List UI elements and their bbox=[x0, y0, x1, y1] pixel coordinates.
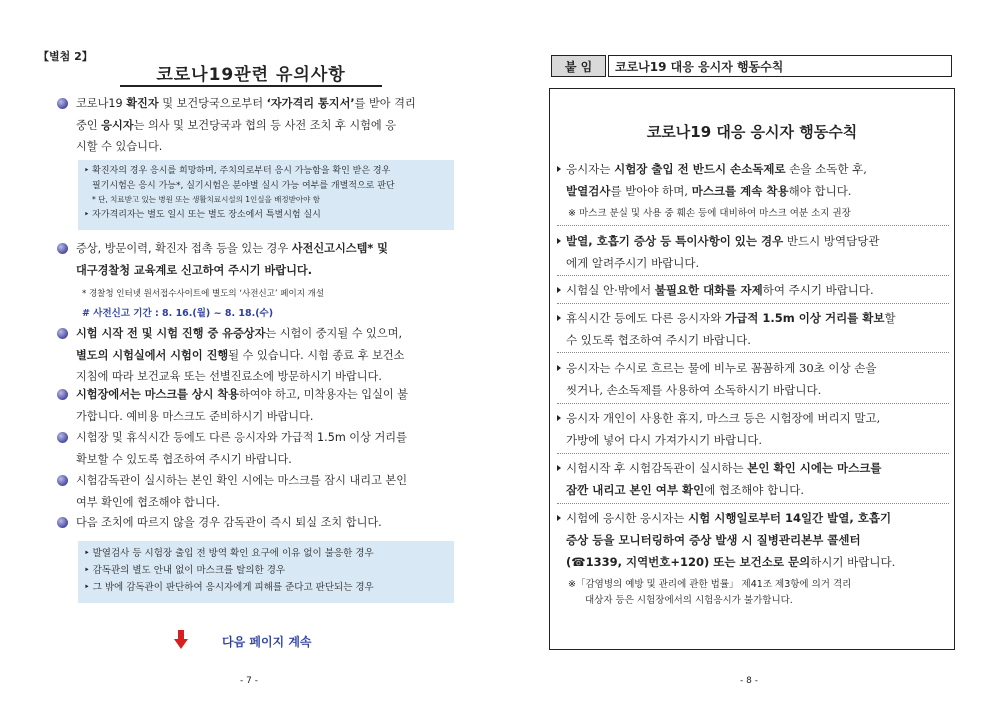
bold-text: 본인 확인 시에는 마스크를 bbox=[747, 461, 882, 475]
triangle-bullet-icon bbox=[557, 365, 561, 371]
text-segment: 응시자는 bbox=[566, 162, 615, 176]
rich-line bbox=[76, 492, 462, 514]
triangle-bullet-icon bbox=[557, 238, 561, 244]
text-segment: 손을 소독한 후, bbox=[785, 162, 867, 176]
rich-line bbox=[76, 260, 462, 282]
notice-line: ‣ 자가격리자는 별도 일시 또는 별도 장소에서 특별시험 실시 bbox=[84, 209, 321, 220]
rich-line bbox=[566, 379, 950, 401]
police-site-note: * 경찰청 인터넷 원서접수사이트에 별도의 ‘사전신고’ 페이지 개설 bbox=[82, 289, 325, 299]
dotted-separator bbox=[557, 453, 949, 454]
dotted-separator bbox=[557, 352, 949, 353]
title-underline bbox=[120, 85, 382, 87]
left-item-3 bbox=[62, 323, 462, 388]
bold-text: 증상 등을 모니터링하여 증상 발생 시 질병관리본부 콜센터 bbox=[566, 533, 861, 547]
text-segment: 증상, 방문이력, 확진자 접촉 등을 있는 경우 bbox=[76, 242, 292, 255]
code-of-conduct-title: 코로나19 대응 응시자 행동수칙 bbox=[646, 123, 858, 141]
bullet-icon bbox=[57, 432, 68, 443]
bold-text: 마스크를 계속 착용 bbox=[691, 184, 789, 198]
triangle-bullet-icon bbox=[557, 515, 561, 521]
right-item-6 bbox=[557, 407, 950, 451]
rich-line bbox=[76, 345, 462, 367]
rich-line bbox=[566, 529, 950, 551]
dotted-separator bbox=[557, 403, 949, 404]
rich-line bbox=[566, 329, 950, 351]
text-segment: 를 받아 격리 bbox=[354, 97, 416, 110]
text-segment: 는 의사 및 보건당국과 협의 등 사전 조치 후 시험에 응 bbox=[133, 118, 397, 132]
rich-line bbox=[566, 357, 950, 379]
text-segment: 다음 조치에 따르지 않을 경우 감독관이 즉시 퇴실 조치 합니다. bbox=[76, 516, 382, 529]
text-segment: 가합니다. 예비용 마스크도 준비하시기 바랍니다. bbox=[76, 409, 314, 423]
rich-line bbox=[76, 470, 462, 492]
bold-text: 불필요한 대화를 자제 bbox=[654, 283, 763, 297]
notice-line: ‣ 확진자의 경우 응시를 희망하며, 주치의로부터 응시 가능함을 확인 받은 경우 bbox=[84, 166, 391, 176]
right-item-4 bbox=[557, 307, 950, 351]
text-segment: 반드시 방역담당관 bbox=[783, 234, 880, 248]
rich-line bbox=[566, 457, 950, 479]
right-item-5 bbox=[557, 357, 950, 401]
bold-text: 사전신고시스템* 및 bbox=[291, 242, 388, 255]
rich-line bbox=[566, 307, 950, 329]
pre-report-period: # 사전신고 기간 : 8. 16.(월) ~ 8. 18.(수) bbox=[82, 308, 274, 319]
text-segment: 씻거나, 손소독제를 사용하여 소독하시기 바랍니다. bbox=[566, 383, 822, 397]
left-item-6 bbox=[62, 470, 462, 513]
left-item-5 bbox=[62, 427, 462, 470]
text-segment: 에 협조해야 합니다. bbox=[704, 483, 805, 497]
bold-text: 확진자 bbox=[126, 97, 159, 110]
rich-line bbox=[76, 449, 462, 471]
left-item-4 bbox=[62, 384, 462, 427]
text-segment: 시험실 안·밖에서 bbox=[566, 283, 655, 297]
bullet-icon bbox=[57, 243, 68, 254]
bold-text: 시험장에서는 마스크를 상시 착용 bbox=[76, 388, 239, 401]
rich-line bbox=[566, 180, 950, 202]
rich-line bbox=[76, 136, 462, 158]
bold-text: 시험 시작 전 및 시험 진행 중 유증상자 bbox=[76, 327, 266, 340]
bullet-icon bbox=[57, 389, 68, 400]
text-segment: 에게 알려주시기 바랍니다. bbox=[566, 256, 700, 270]
infection-law-note-cont: 대상자 등은 시험장에서의 시험응시가 불가합니다. bbox=[585, 595, 793, 606]
dotted-separator bbox=[557, 303, 949, 304]
condition-line: ‣ 감독관의 별도 안내 없이 마스크를 탈의한 경우 bbox=[84, 565, 286, 576]
condition-line: ‣ 그 밖에 감독관이 판단하여 응시자에게 피해를 준다고 판단되는 경우 bbox=[84, 582, 374, 593]
bold-text: 시험 시행일로부터 14일간 발열, 호흡기 bbox=[688, 511, 892, 525]
notice-line: 필기시험은 응시 가능*, 실기시험은 분야별 실시 가능 여부를 개별적으로 판단 bbox=[92, 180, 395, 191]
rich-line bbox=[566, 551, 950, 573]
notice-footnote: * 단, 치료받고 있는 병원 또는 생활치료시설의 1인실을 배정받아야 함 bbox=[92, 195, 320, 204]
dotted-separator bbox=[557, 225, 949, 226]
left-item-7 bbox=[62, 512, 462, 534]
rich-line bbox=[566, 158, 950, 180]
dotted-separator bbox=[557, 275, 949, 276]
text-segment: 지침에 따라 보건교육 또는 선별진료소에 방문하시기 바랍니다. bbox=[76, 370, 382, 383]
dotted-separator bbox=[557, 503, 949, 504]
infection-law-note: ※「감염병의 예방 및 관리에 관한 법률」 제41조 제3항에 의거 격리 bbox=[568, 579, 852, 590]
bold-text: 시험장 출입 전 반드시 손소독제로 bbox=[614, 162, 786, 176]
text-segment: 시험장 및 휴식시간 등에도 다른 응시자와 가급적 1.5m 이상 거리를 bbox=[76, 431, 407, 444]
bold-text: ‘자가격리 통지서’ bbox=[266, 97, 355, 110]
right-item-7 bbox=[557, 457, 950, 501]
bold-text: 대구경찰청 교육계로 신고하여 주시기 바랍니다. bbox=[76, 263, 312, 277]
rich-line bbox=[566, 507, 950, 529]
attachment-label: 【별첨 2】 bbox=[38, 50, 93, 63]
rich-line bbox=[566, 279, 950, 301]
rich-line bbox=[76, 323, 462, 345]
confirmed-patient-notice-box bbox=[78, 160, 454, 230]
bullet-icon bbox=[57, 475, 68, 486]
rich-line bbox=[566, 230, 950, 252]
left-item-1 bbox=[62, 93, 462, 158]
rich-line bbox=[76, 384, 462, 406]
page-number-right: - 8 - bbox=[740, 676, 758, 686]
rich-line bbox=[566, 429, 950, 451]
bold-text: 별도의 시험실에서 시험이 진행 bbox=[76, 348, 229, 362]
triangle-bullet-icon bbox=[557, 465, 561, 471]
text-segment: 시험감독관이 실시하는 본인 확인 시에는 마스크를 잠시 내리고 본인 bbox=[76, 474, 408, 487]
text-segment: 할 bbox=[884, 311, 896, 325]
rich-line bbox=[76, 406, 462, 428]
right-item-1 bbox=[557, 158, 950, 202]
triangle-bullet-icon bbox=[557, 287, 561, 293]
text-segment: 하여 주시기 바랍니다. bbox=[762, 283, 874, 297]
text-segment: 시험시작 후 시험감독관이 실시하는 bbox=[566, 461, 748, 475]
right-item-8 bbox=[557, 507, 950, 573]
triangle-bullet-icon bbox=[557, 166, 561, 172]
text-segment: 해야 합니다. bbox=[788, 184, 852, 198]
bold-text: 잠깐 내리고 본인 여부 확인 bbox=[566, 483, 705, 497]
down-arrow-icon bbox=[173, 630, 189, 650]
text-segment: 코로나19 bbox=[76, 97, 127, 110]
next-page-notice: 다음 페이지 계속 bbox=[222, 635, 312, 649]
rich-line bbox=[566, 407, 950, 429]
bold-text: 가급적 1.5m 이상 거리를 확보 bbox=[725, 311, 885, 325]
rich-line bbox=[76, 93, 462, 115]
triangle-bullet-icon bbox=[557, 415, 561, 421]
bullet-icon bbox=[57, 98, 68, 109]
text-segment: 를 받아야 하며, bbox=[610, 184, 692, 198]
bold-text: (☎1339, 지역번호+120) 또는 보건소로 문의 bbox=[566, 555, 811, 569]
right-header-title: 코로나19 대응 응시자 행동수칙 bbox=[608, 55, 952, 77]
bullet-icon bbox=[57, 328, 68, 339]
bold-text: 발열검사 bbox=[566, 184, 611, 198]
triangle-bullet-icon bbox=[557, 315, 561, 321]
text-segment: 는 시험이 중지될 수 있으며, bbox=[265, 327, 403, 340]
rich-line bbox=[76, 427, 462, 449]
rich-line bbox=[566, 252, 950, 274]
bullet-icon bbox=[57, 517, 68, 528]
text-segment: 중인 bbox=[76, 118, 102, 132]
text-segment: 수 있도록 협조하여 주시기 바랍니다. bbox=[566, 333, 751, 347]
left-page-title: 코로나19관련 유의사항 bbox=[156, 65, 346, 85]
rich-line bbox=[76, 512, 462, 534]
text-segment: 시험에 응시한 응시자는 bbox=[566, 511, 689, 525]
condition-line: ‣ 발열검사 등 시험장 출입 전 방역 확인 요구에 이유 없이 불응한 경우 bbox=[84, 548, 374, 559]
dismissal-conditions-box bbox=[78, 541, 454, 603]
page-number-left: - 7 - bbox=[240, 676, 258, 686]
bold-text: 발열, 호흡기 증상 등 특이사항이 있는 경우 bbox=[566, 234, 784, 248]
rich-line bbox=[566, 479, 950, 501]
text-segment: 여부 확인에 협조해야 합니다. bbox=[76, 495, 220, 509]
right-item-2 bbox=[557, 230, 950, 274]
text-segment: 및 보건당국으로부터 bbox=[158, 97, 267, 110]
text-segment: 될 수 있습니다. 시험 종료 후 보건소 bbox=[228, 348, 405, 362]
text-segment: 응시자 개인이 사용한 휴지, 마스크 등은 시험장에 버리지 말고, bbox=[566, 411, 881, 425]
mask-spare-note: ※ 마스크 분실 및 사용 중 훼손 등에 대비하여 마스크 여분 소지 권장 bbox=[568, 208, 851, 219]
text-segment: 시할 수 있습니다. bbox=[76, 140, 163, 153]
rich-line bbox=[76, 238, 462, 260]
text-segment: 휴식시간 등에도 다른 응시자와 bbox=[566, 311, 726, 325]
attachment-tag: 붙 임 bbox=[551, 55, 606, 77]
text-segment: 가방에 넣어 다시 가져가시기 바랍니다. bbox=[566, 433, 763, 447]
right-item-3 bbox=[557, 279, 950, 301]
left-item-2 bbox=[62, 238, 462, 281]
text-segment: 하여야 하고, 미착용자는 입실이 불 bbox=[239, 388, 409, 401]
bold-text: 응시자 bbox=[101, 118, 134, 132]
text-segment: 확보할 수 있도록 협조하여 주시기 바랍니다. bbox=[76, 452, 292, 466]
rich-line bbox=[76, 115, 462, 137]
text-segment: 하시기 바랍니다. bbox=[810, 555, 896, 569]
text-segment: 응시자는 수시로 흐르는 물에 비누로 꼼꼼하게 30초 이상 손을 bbox=[566, 361, 877, 375]
